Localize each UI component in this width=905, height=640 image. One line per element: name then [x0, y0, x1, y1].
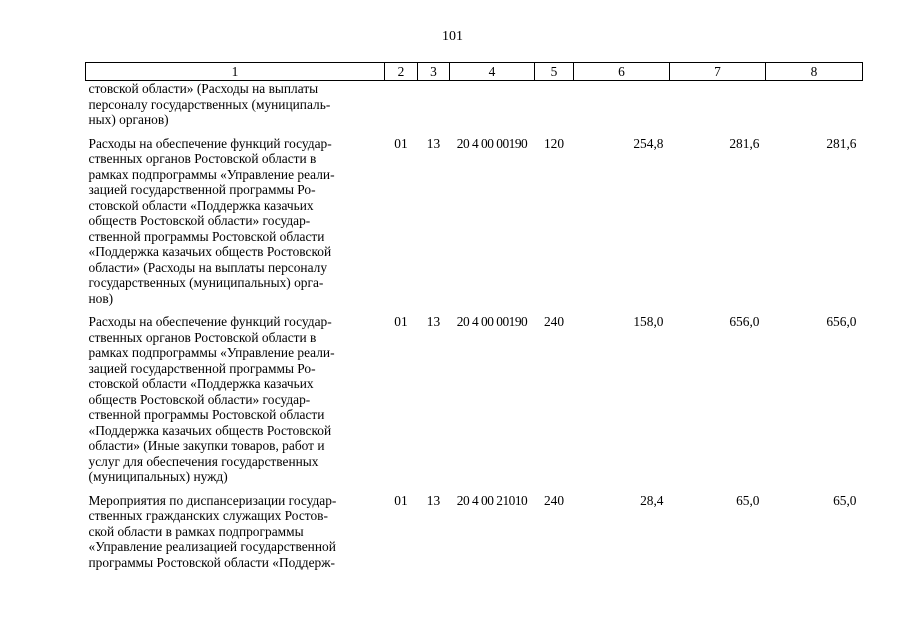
amount-year-1 [574, 81, 670, 128]
amount-year-1: 28,4 [640, 492, 664, 508]
target-article-code [450, 81, 535, 128]
amount-year-3: 65,0 [833, 492, 857, 508]
expense-type-code [535, 81, 574, 128]
subsection-code: 13 [426, 135, 441, 151]
column-header: 1 [86, 63, 385, 81]
target-article-code: 20 4 00 00190 [456, 135, 528, 151]
description-line: обществ Ростовской области» государ- [88, 213, 311, 228]
amount-year-2: 281,6 [729, 135, 760, 151]
description-line: ской области в рамках подпрограммы [88, 523, 304, 539]
subsection-code [418, 81, 450, 128]
section-code: 01 [394, 314, 408, 329]
description-line: зацией государственной программы Ро- [88, 360, 316, 376]
description-line: ственных органов Ростовской области в [88, 329, 317, 345]
column-header: 7 [670, 63, 766, 81]
page-number: 101 [442, 29, 463, 44]
amount-year-2 [670, 81, 766, 128]
column-header: 3 [418, 63, 450, 81]
row-description [86, 485, 385, 571]
description-line: зацией государственной программы Ро- [88, 182, 316, 197]
description-line: стовской области «Поддержка казачьих [88, 376, 314, 391]
section-code: 01 [394, 492, 408, 508]
description-line: области» (Иные закупки товаров, работ и [88, 438, 325, 453]
column-header: 2 [385, 63, 418, 81]
expense-type-code: 240 [543, 314, 565, 329]
amount-year-2: 656,0 [729, 314, 760, 329]
description-line: «Управление реализацией государственной [88, 539, 336, 554]
table-row [86, 81, 863, 128]
row-description [86, 81, 385, 128]
description-line: Расходы на обеспечение функций государ- [88, 135, 332, 151]
column-header: 8 [766, 63, 863, 81]
description-line: стовской области «Поддержка казачьих [88, 197, 314, 213]
description-line: (муниципальных) нужд) [88, 469, 228, 484]
column-header: 6 [574, 63, 670, 81]
amount-year-1: 254,8 [633, 135, 664, 151]
amount-year-3: 656,0 [826, 314, 857, 329]
description-line: «Поддержка казачьих обществ Ростовской [88, 422, 332, 438]
amount-year-2: 65,0 [736, 492, 760, 508]
description-line: рамках подпрограммы «Управление реали- [88, 345, 335, 360]
description-line: ных) органов) [88, 112, 169, 127]
description-line: области» (Расходы на выплаты персоналу [88, 259, 328, 275]
target-article-code: 20 4 00 21010 [456, 492, 528, 508]
amount-year-3: 281,6 [826, 135, 857, 151]
description-line: персоналу государственных (муниципаль- [88, 96, 331, 112]
table-row [86, 485, 863, 571]
description-line: ственных гражданских служащих Ростов- [88, 508, 328, 523]
description-line: рамках подпрограммы «Управление реали- [88, 166, 335, 182]
subsection-code: 13 [426, 314, 441, 329]
description-line: Мероприятия по диспансеризации государ- [88, 492, 337, 508]
description-line: ственной программы Ростовской области [88, 407, 325, 422]
description-line: услуг для обеспечения государственных [88, 453, 319, 469]
table-row [86, 128, 863, 307]
column-header: 5 [535, 63, 574, 81]
expense-type-code: 240 [543, 492, 565, 508]
header-row [86, 63, 863, 81]
target-article-code: 20 4 00 00190 [456, 314, 528, 329]
section-code: 01 [394, 135, 408, 151]
description-line: стовской области» (Расходы на выплаты [88, 81, 319, 96]
row-description [86, 128, 385, 307]
section-code [385, 81, 418, 128]
row-description [86, 306, 385, 485]
budget-table [85, 62, 863, 570]
amount-year-3 [766, 81, 863, 128]
description-line: обществ Ростовской области» государ- [88, 391, 311, 407]
description-line: ственной программы Ростовской области [88, 228, 325, 244]
description-line: программы Ростовской области «Поддерж- [88, 554, 335, 570]
description-line: нов) [88, 290, 114, 306]
expense-type-code: 120 [543, 135, 565, 151]
description-line: государственных (муниципальных) орга- [88, 275, 324, 290]
description-line: «Поддержка казачьих обществ Ростовской [88, 244, 332, 259]
amount-year-1: 158,0 [633, 314, 664, 329]
subsection-code: 13 [426, 492, 441, 508]
description-line: ственных органов Ростовской области в [88, 151, 317, 166]
description-line: Расходы на обеспечение функций государ- [88, 314, 332, 329]
table-row [86, 306, 863, 485]
column-header: 4 [450, 63, 535, 81]
